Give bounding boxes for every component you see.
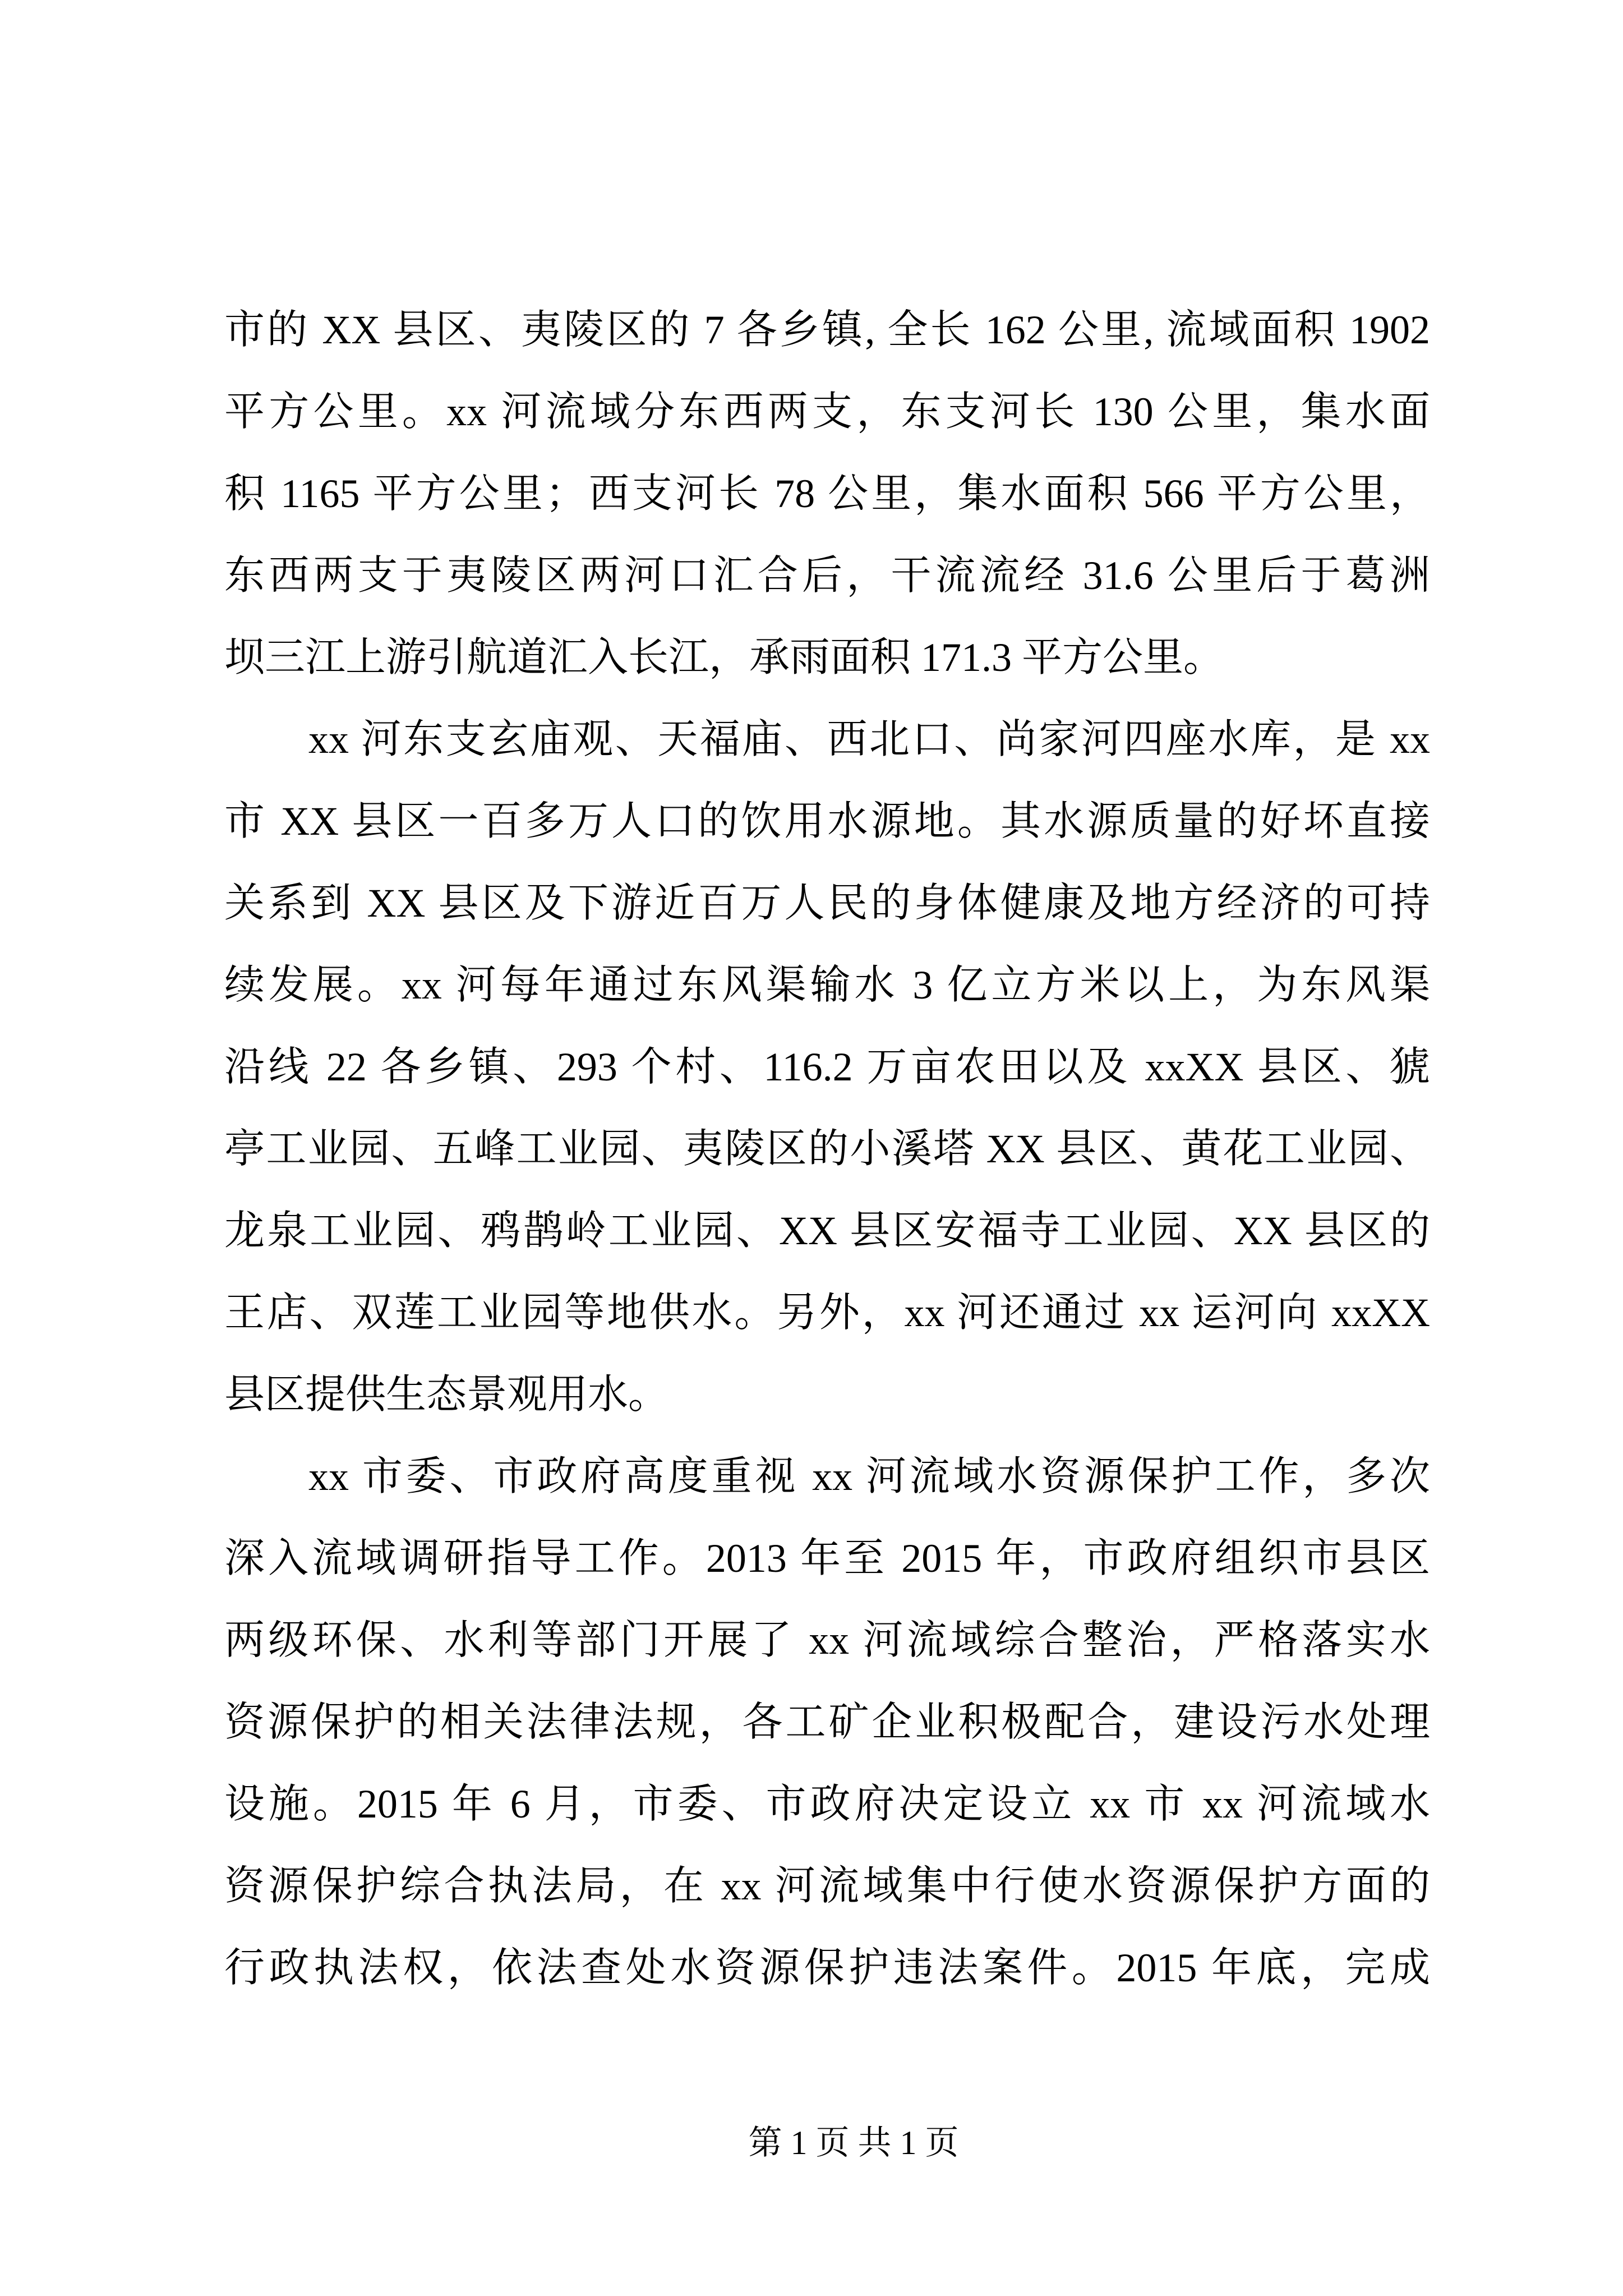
text-line: 坝三江上游引航道汇入长江，承雨面积 171.3 平方公里。 <box>224 635 1224 680</box>
document-body <box>224 289 1430 2009</box>
text-line: xx 河东支玄庙观、天福庙、西北口、尚家河四座水库，是 xx <box>308 717 1430 762</box>
text-line: 积 1165 平方公里；西支河长 78 公里，集水面积 566 平方公里， <box>224 471 1430 516</box>
text-line: 龙泉工业园、鸦鹊岭工业园、XX 县区安福寺工业园、XX 县区的 <box>224 1208 1430 1253</box>
text-line: 设施。2015 年 6 月，市委、市政府决定设立 xx 市 xx 河流域水 <box>224 1782 1430 1826</box>
text-line: 市 XX 县区一百多万人口的饮用水源地。其水源质量的好坏直接 <box>224 799 1430 844</box>
text-line: 平方公里。xx 河流域分东西两支，东支河长 130 公里，集水面 <box>224 389 1430 434</box>
text-line: 市的 XX 县区、夷陵区的 7 各乡镇, 全长 162 公里, 流域面积 1902 <box>224 307 1430 352</box>
text-line: xx 市委、市政府高度重视 xx 河流域水资源保护工作，多次 <box>308 1454 1430 1499</box>
text-line: 东西两支于夷陵区两河口汇合后，干流流经 31.6 公里后于葛洲 <box>224 553 1430 598</box>
text-line: 行政执法权，依法查处水资源保护违法案件。2015 年底，完成 <box>224 1945 1430 1990</box>
text-line: 亭工业园、五峰工业园、夷陵区的小溪塔 XX 县区、黄花工业园、 <box>224 1126 1430 1171</box>
text-line: 王店、双莲工业园等地供水。另外，xx 河还通过 xx 运河向 xxXX <box>224 1290 1430 1335</box>
text-line: 续发展。xx 河每年通过东风渠输水 3 亿立方米以上，为东风渠 <box>224 963 1430 1007</box>
text-line: 两级环保、水利等部门开展了 xx 河流域综合整治，严格落实水 <box>224 1618 1430 1663</box>
text-line: 深入流域调研指导工作。2013 年至 2015 年，市政府组织市县区 <box>224 1536 1430 1581</box>
text-line: 资源保护综合执法局，在 xx 河流域集中行使水资源保护方面的 <box>224 1864 1430 1908</box>
text-line: 县区提供生态景观用水。 <box>224 1372 669 1417</box>
page-footer <box>42 2123 1623 2162</box>
text-line: 关系到 XX 县区及下游近百万人民的身体健康及地方经济的可持 <box>224 881 1430 926</box>
text-line: 资源保护的相关法律法规，各工矿企业积极配合，建设污水处理 <box>224 1700 1430 1745</box>
text-line: 沿线 22 各乡镇、293 个村、116.2 万亩农田以及 xxXX 县区、猇 <box>224 1045 1430 1089</box>
page-number: 第 1 页 共 1 页 <box>748 2124 959 2161</box>
